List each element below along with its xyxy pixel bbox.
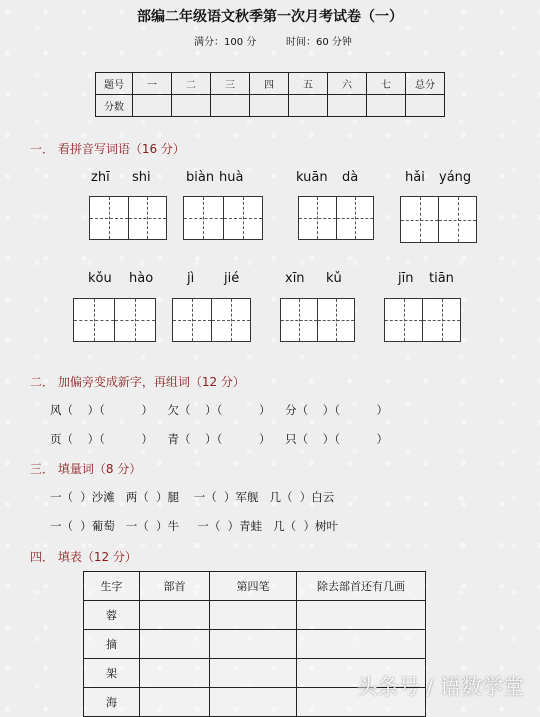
score-cell[interactable] [289, 95, 328, 117]
section-1-heading: 一． 看拼音写词语（16 分） [30, 142, 185, 156]
measure-line[interactable]: 一（ ）沙滩 两（ ）腿 一（ ）军舰 几（ ）白云 [50, 490, 335, 504]
writing-box[interactable] [298, 196, 374, 240]
score-header-cell: 三 [211, 73, 250, 95]
character-cell: 架 [84, 659, 140, 688]
writing-box[interactable] [73, 298, 156, 342]
writing-box[interactable] [183, 196, 263, 240]
character-cell: 蓉 [84, 601, 140, 630]
score-cell[interactable] [172, 95, 211, 117]
pinyin-syllable: jì [187, 271, 195, 286]
pinyin-syllable: zhī [91, 170, 110, 185]
character-cell: 摘 [84, 630, 140, 659]
score-table-row [96, 95, 445, 117]
section-4-heading: 四． 填表（12 分） [30, 550, 137, 564]
score-cell[interactable] [367, 95, 406, 117]
measure-line[interactable]: 一（ ）葡萄 一（ ）牛 一（ ）青蛙 几（ ）树叶 [50, 519, 338, 533]
writing-box[interactable] [172, 298, 251, 342]
answer-cell[interactable] [210, 630, 297, 659]
pinyin-syllable: hào [129, 271, 154, 286]
score-header-cell: 一 [133, 73, 172, 95]
score-header-cell: 七 [367, 73, 406, 95]
score-table-header-row [96, 73, 445, 95]
score-cell[interactable] [250, 95, 289, 117]
score-header-cell: 题号 [96, 73, 133, 95]
score-cell[interactable] [406, 95, 445, 117]
table-row [84, 630, 426, 659]
score-header-cell: 六 [328, 73, 367, 95]
section-2-heading: 二． 加偏旁变成新字，再组词（12 分） [30, 375, 245, 389]
score-header-cell: 四 [250, 73, 289, 95]
character-cell: 海 [84, 688, 140, 717]
score-cell[interactable] [211, 95, 250, 117]
answer-cell[interactable] [140, 659, 210, 688]
pinyin-syllable: shi [132, 170, 151, 185]
score-row-label: 分数 [96, 95, 133, 117]
fill-table-header-row [84, 572, 426, 601]
watermark: 头条号 / 语数学堂 [356, 675, 524, 699]
score-cell[interactable] [133, 95, 172, 117]
pinyin-syllable: kǔ [326, 271, 342, 286]
pinyin-syllable: kǒu [88, 271, 112, 286]
radical-line[interactable]: 页（ ）（ ） 青（ ）（ ） 只（ ）（ ） [50, 432, 389, 446]
radical-line[interactable]: 风（ ）（ ） 欠（ ）（ ） 分（ ）（ ） [50, 403, 389, 417]
pinyin-syllable: kuān [296, 170, 328, 185]
pinyin-syllable: hǎi [405, 170, 425, 185]
answer-cell[interactable] [140, 601, 210, 630]
table-row [84, 601, 426, 630]
score-header-cell: 二 [172, 73, 211, 95]
answer-cell[interactable] [297, 630, 426, 659]
pinyin-syllable: jīn [398, 271, 414, 286]
page-title: 部编二年级语文秋季第一次月考试卷（一） [137, 9, 403, 25]
section-3-heading: 三． 填量词（8 分） [30, 462, 142, 476]
fill-header-cell: 第四笔 [210, 572, 297, 601]
pinyin-syllable: jié [224, 271, 240, 286]
score-header-cell: 五 [289, 73, 328, 95]
writing-box[interactable] [400, 196, 477, 243]
exam-time: 时间：60 分钟 [286, 37, 352, 48]
answer-cell[interactable] [210, 601, 297, 630]
answer-cell[interactable] [210, 659, 297, 688]
pinyin-syllable: tiān [429, 271, 454, 286]
score-cell[interactable] [328, 95, 367, 117]
score-table [95, 72, 445, 117]
pinyin-syllable: yáng [439, 170, 472, 185]
pinyin-syllable: dà [342, 170, 359, 185]
full-score: 满分：100 分 [194, 37, 257, 48]
answer-cell[interactable] [140, 630, 210, 659]
pinyin-syllable: biàn [186, 170, 215, 185]
fill-header-cell: 生字 [84, 572, 140, 601]
score-header-cell: 总分 [406, 73, 445, 95]
answer-cell[interactable] [297, 601, 426, 630]
writing-box[interactable] [384, 298, 461, 342]
fill-header-cell: 部首 [140, 572, 210, 601]
fill-header-cell: 除去部首还有几画 [297, 572, 426, 601]
answer-cell[interactable] [210, 688, 297, 717]
writing-box[interactable] [280, 298, 355, 342]
pinyin-syllable: xīn [285, 271, 305, 286]
pinyin-syllable: huà [219, 170, 244, 185]
writing-box[interactable] [89, 196, 167, 240]
answer-cell[interactable] [140, 688, 210, 717]
